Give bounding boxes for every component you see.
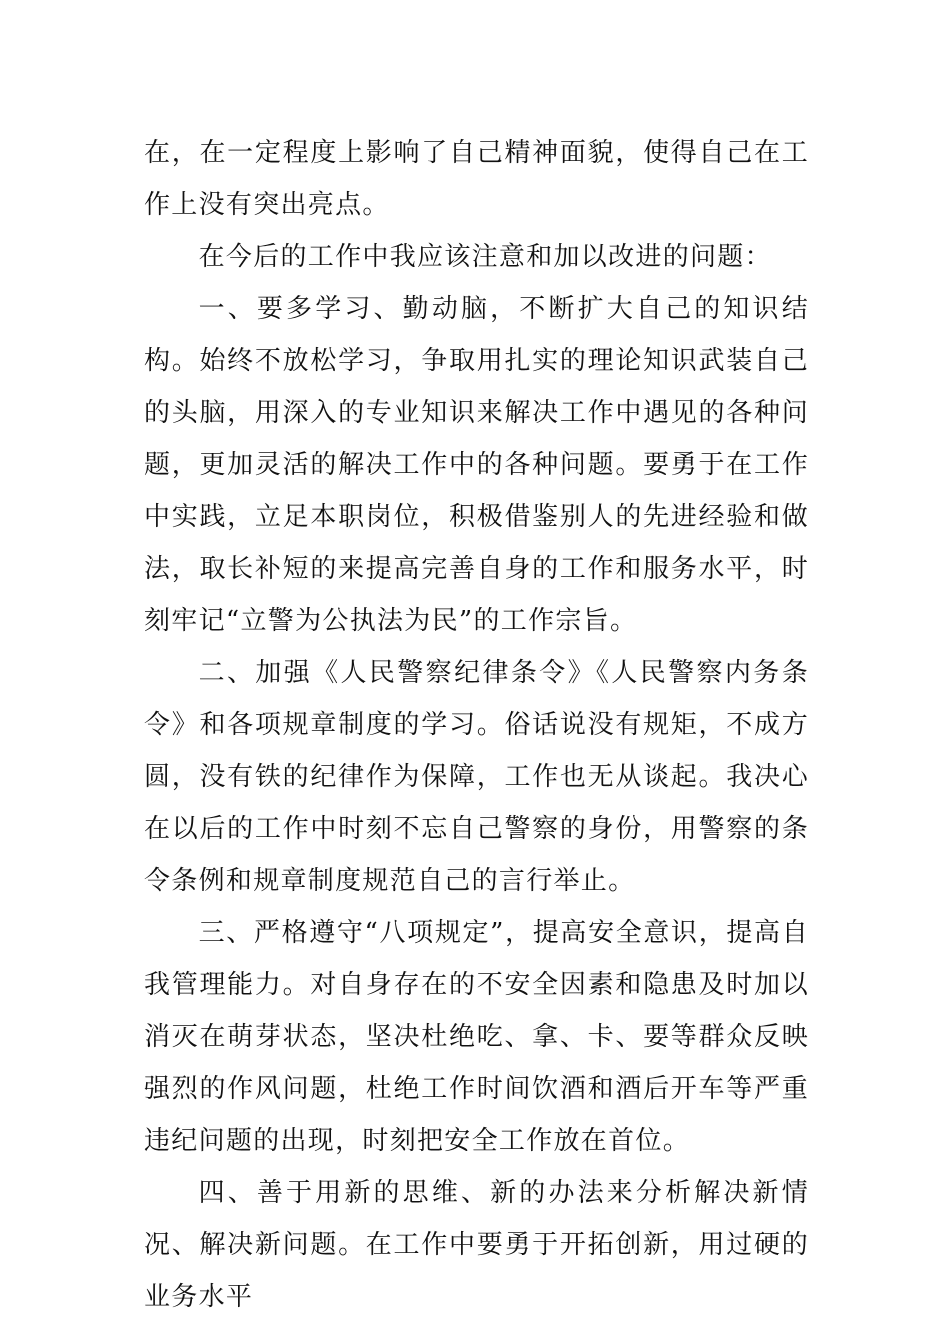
paragraph-intro: 在今后的工作中我应该注意和加以改进的问题： xyxy=(198,242,772,272)
document-body xyxy=(144,127,809,1323)
paragraph-item-4: 四、善于用新的思维、新的办法来分析解决新情况、解决新问题。在工作中要勇于开拓创新，用过硬的业务水平 xyxy=(144,1178,809,1312)
paragraph-item-1: 一、要多学习、勤动脑，不断扩大自己的知识结构。始终不放松学习，争取用扎实的理论知识武装自己的头脑，用深入的专业知识来解决工作中遇见的各种问题，更加灵活的解决工作中的各种问题。要勇于在工作中实践，立足本职岗位，积极借鉴别人的先进经验和做法，取长补短的来提高完善自身的工作和服务水平，时刻牢记“立警为公执法为民”的工作宗旨。 xyxy=(144,294,809,636)
paragraph-continuation: 在，在一定程度上影响了自己精神面貌，使得自己在工作上没有突出亮点。 xyxy=(144,138,809,220)
paragraph-item-3: 三、严格遵守“八项规定”，提高安全意识，提高自我管理能力。对自身存在的不安全因素和隐患及时加以消灭在萌芽状态，坚决杜绝吃、拿、卡、要等群众反映强烈的作风问题，杜绝工作时间饮酒和酒后开车等严重违纪问题的出现，时刻把安全工作放在首位。 xyxy=(144,918,809,1156)
paragraph-item-2: 二、加强《人民警察纪律条令》《人民警察内务条令》和各项规章制度的学习。俗话说没有规矩，不成方圆，没有铁的纪律作为保障，工作也无从谈起。我决心在以后的工作中时刻不忘自己警察的身份，用警察的条令条例和规章制度规范自己的言行举止。 xyxy=(144,658,809,896)
